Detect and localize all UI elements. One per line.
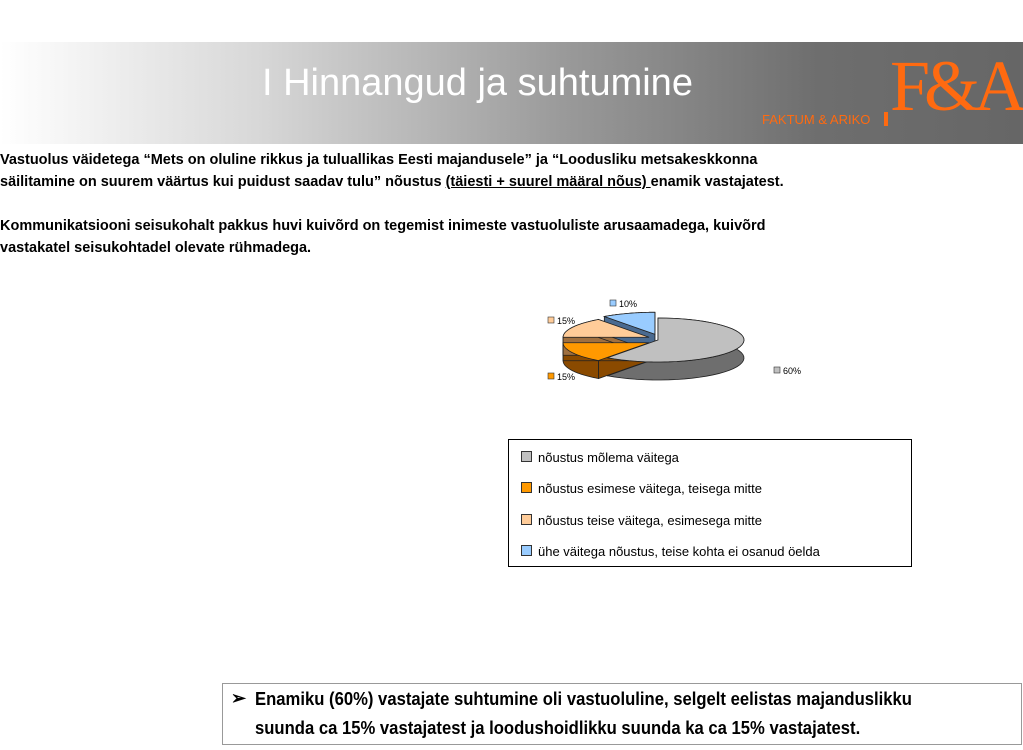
logo-subtitle: FAKTUM & ARIKO	[762, 112, 871, 127]
data-label-swatch-4	[610, 300, 616, 306]
data-label-3: 15%	[557, 316, 576, 326]
data-label-1: 60%	[783, 366, 802, 376]
data-label-4: 10%	[619, 299, 638, 309]
arrow-bullet-icon: ➢	[231, 688, 247, 708]
legend-label-1: nõustus mõlema väitega	[538, 450, 679, 465]
chart-legend	[508, 439, 912, 567]
logo-bar	[884, 112, 888, 126]
data-label-swatch-3	[548, 317, 554, 323]
brand-logo: F&A	[890, 46, 1021, 126]
legend-swatch-1	[521, 451, 532, 462]
summary-line-1: Enamiku (60%) vastajate suhtumine oli vastuoluline, selgelt eelistas majanduslikku	[255, 688, 912, 709]
legend-swatch-3	[521, 514, 532, 525]
legend-swatch-2	[521, 482, 532, 493]
paragraph-2-line-2: vastakatel seisukohtadel olevate rühmadega.	[0, 240, 312, 256]
p1-line2-text: säilitamine on suurem väärtus kui puidust saadav tulu” nõustus	[0, 174, 446, 190]
p1-line2-underlined: (täiesti + suurel määral nõus)	[445, 174, 651, 190]
legend-label-2: nõustus esimese väitega, teisega mitte	[538, 481, 763, 496]
data-label-2: 15%	[557, 372, 576, 382]
page-title: I Hinnangud ja suhtumine	[262, 62, 693, 104]
summary-box	[222, 683, 1022, 745]
paragraph-1-line-1: Vastuolus väidetega “Mets on oluline rikkus ja tuluallikas Eesti majandusele” ja “Loodusliku metsakeskkonna	[0, 152, 758, 168]
pie-chart	[530, 290, 830, 400]
legend-item-1	[521, 450, 679, 465]
data-label-swatch-2	[548, 373, 554, 379]
legend-item-4	[521, 544, 820, 559]
legend-item-2	[521, 481, 762, 496]
paragraph-2-line-1: Kommunikatsiooni seisukohalt pakkus huvi kuivõrd on tegemist inimeste vastuoluliste arusaamadega, kuivõrd	[0, 218, 766, 234]
paragraph-1-line-2	[0, 171, 900, 193]
legend-swatch-4	[521, 545, 532, 556]
p1-line2-end: enamik vastajatest.	[650, 174, 784, 190]
spacer	[0, 193, 900, 215]
legend-item-3	[521, 513, 762, 528]
summary-line-2: suunda ca 15% vastajatest ja loodushoidlikku suunda ka ca 15% vastajatest.	[255, 717, 861, 738]
intro-text	[0, 149, 900, 259]
data-label-swatch-1	[774, 367, 780, 373]
legend-label-4: ühe väitega nõustus, teise kohta ei osanud öelda	[538, 544, 820, 559]
legend-label-3: nõustus teise väitega, esimesega mitte	[538, 513, 763, 528]
